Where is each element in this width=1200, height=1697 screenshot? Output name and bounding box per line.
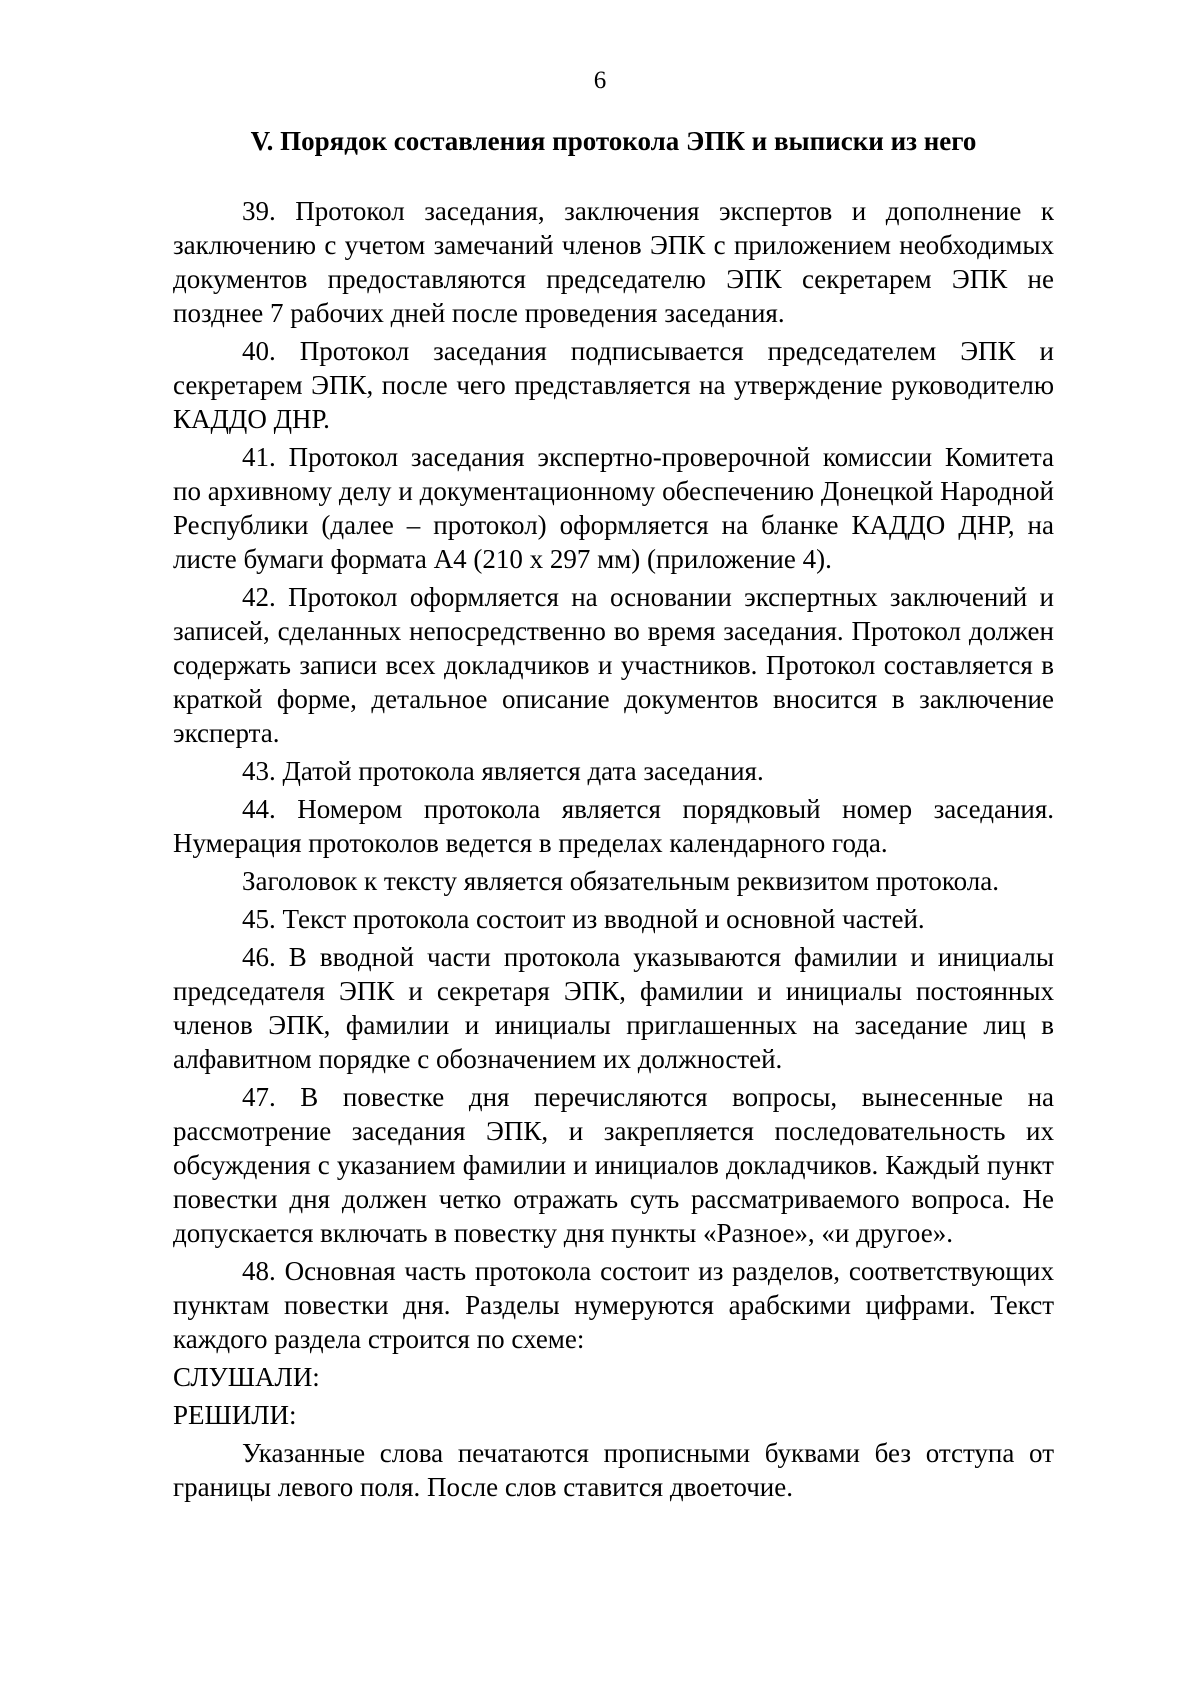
paragraph-43: 43. Датой протокола является дата заседания. xyxy=(242,756,764,786)
keyword-heard: СЛУШАЛИ: xyxy=(173,1362,320,1392)
paragraph-42: 42. Протокол оформляется на основании экспертных заключений и записей, сделанных непосредственно во время заседания. Протокол должен содержать записи всех докладчиков и участников. Протокол составляется в краткой форме, детальное описание документов вносится в заключение эксперта. xyxy=(173,582,1054,748)
document-body xyxy=(173,194,1054,1508)
keyword-decided: РЕШИЛИ: xyxy=(173,1400,297,1430)
paragraph-47: 47. В повестке дня перечисляются вопросы, вынесенные на рассмотрение заседания ЭПК, и закрепляется последовательность их обсуждения с указанием фамилии и инициалов докладчиков. Каждый пункт повестки дня должен четко отражать суть рассматриваемого вопроса. Не допускается включать в повестку дня пункты «Разное», «и другое». xyxy=(173,1082,1054,1248)
paragraph-48: 48. Основная часть протокола состоит из разделов, соответствующих пунктам повестки дня. Разделы нумеруются арабскими цифрами. Текст каждого раздела строится по схеме: xyxy=(173,1256,1054,1354)
page-number: 6 xyxy=(593,67,607,94)
paragraph-45: 45. Текст протокола состоит из вводной и основной частей. xyxy=(242,904,925,934)
paragraph-46: 46. В вводной части протокола указываются фамилии и инициалы председателя ЭПК и секретаря ЭПК, фамилии и инициалы постоянных членов ЭПК, фамилии и инициалы приглашенных на заседание лиц в алфавитном порядке с обозначением их должностей. xyxy=(173,942,1054,1074)
paragraph-40: 40. Протокол заседания подписывается председателем ЭПК и секретарем ЭПК, после чего представляется на утверждение руководителю КАДДО ДНР. xyxy=(173,336,1054,434)
paragraph-heading-requisite: Заголовок к тексту является обязательным реквизитом протокола. xyxy=(242,866,999,896)
section-title: V. Порядок составления протокола ЭПК и выписки из него xyxy=(250,126,977,156)
paragraph-44: 44. Номером протокола является порядковый номер заседания. Нумерация протоколов ведется в пределах календарного года. xyxy=(173,794,1054,858)
paragraph-41: 41. Протокол заседания экспертно-проверочной комиссии Комитета по архивному делу и документационному обеспечению Донецкой Народной Республики (далее – протокол) оформляется на бланке КАДДО ДНР, на листе бумаги формата А4 (210 х 297 мм) (приложение 4). xyxy=(173,442,1054,574)
paragraph-keywords-note: Указанные слова печатаются прописными буквами без отступа от границы левого поля. После слов ставится двоеточие. xyxy=(173,1438,1054,1502)
paragraph-39: 39. Протокол заседания, заключения экспертов и дополнение к заключению с учетом замечаний членов ЭПК с приложением необходимых документов предоставляются председателю ЭПК секретарем ЭПК не позднее 7 рабочих дней после проведения заседания. xyxy=(173,196,1054,328)
